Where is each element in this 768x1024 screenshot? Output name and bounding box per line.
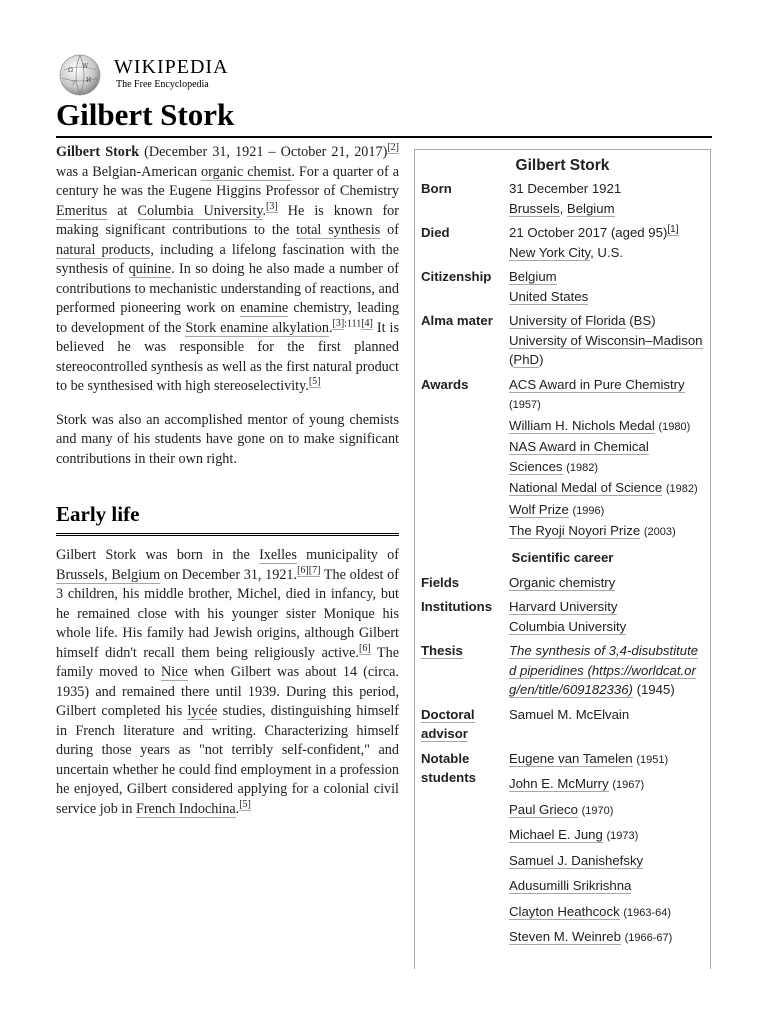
reference-5[interactable]: [5]: [308, 376, 321, 388]
link-student-mcmurry[interactable]: John E. McMurry: [509, 776, 609, 791]
text: .: [328, 319, 333, 336]
student-year: (1970): [581, 804, 614, 817]
link-award-nas[interactable]: NAS Award in Chemical Sciences: [509, 439, 649, 474]
link-columbia-university-infobox[interactable]: Columbia University: [509, 618, 627, 634]
infobox-row-alma-mater: [421, 311, 704, 370]
link-emeritus[interactable]: Emeritus: [56, 202, 108, 219]
link-quinine[interactable]: quinine: [128, 261, 172, 277]
reference-6-7[interactable]: [6][7]: [297, 564, 321, 576]
link-thesis[interactable]: The synthesis of 3,4-disubstituted piperidines (https://worldcat.org/en/title/609182336): [509, 643, 699, 697]
text: The oldest of 3 children, his middle brother, Michel, died in infancy, but he remained close with his younger sister Monique his whole life. His family had Jewish origins, although Gilbert himself didn't recall them being religiously active.: [56, 566, 399, 661]
link-student-danishefsky[interactable]: Samuel J. Danishefsky: [509, 852, 644, 868]
link-belgium[interactable]: Belgium: [566, 200, 615, 216]
link-award-acs[interactable]: ACS Award in Pure Chemistry: [509, 376, 685, 392]
award-year: (1982): [566, 461, 598, 474]
link-award-wolf-prize[interactable]: Wolf Prize: [509, 501, 569, 517]
reference-1[interactable]: [1]: [667, 223, 679, 235]
link-ixelles[interactable]: Ixelles: [259, 547, 297, 563]
infobox-label-notable-students: Notable students: [421, 750, 476, 785]
student-year: (1973): [606, 830, 639, 842]
infobox-value-alma-mater: University of Florida (BS) University of Wisconsin–Madison (PhD): [509, 313, 703, 367]
student-year: (1966-67): [624, 932, 673, 944]
infobox-value-born: [509, 179, 704, 218]
svg-text:ア: ア: [71, 80, 78, 87]
link-university-of-florida[interactable]: University of Florida: [509, 313, 626, 328]
infobox-label-citizenship: Citizenship: [421, 269, 492, 284]
page-title: Gilbert Stork: [56, 96, 712, 138]
infobox-label-doctoral-advisor: Doctoral advisor: [421, 706, 475, 741]
thesis-year: (1945): [632, 682, 675, 697]
infobox-value-fields: [509, 573, 704, 593]
wikipedia-tagline: The Free Encyclopedia: [116, 79, 209, 90]
link-nice[interactable]: Nice: [161, 664, 188, 680]
infobox-label-alma-mater: Alma mater: [421, 313, 493, 328]
link-brussels[interactable]: Brussels: [509, 200, 560, 216]
infobox-row-thesis: [421, 641, 704, 700]
text: Gilbert Stork was born in the: [56, 547, 260, 563]
text: on December 31, 1921.: [160, 566, 298, 583]
wikipedia-wordmark: WIKIPEDIA: [114, 56, 229, 78]
link-student-weinreb[interactable]: Steven M. Weinreb: [509, 929, 621, 944]
link-bs[interactable]: BS: [633, 313, 652, 328]
infobox-value-awards: [509, 375, 704, 543]
link-french-indochina[interactable]: French Indochina: [135, 800, 236, 817]
section-heading-early-life: Early life: [56, 501, 399, 536]
reference-6[interactable]: [6]: [358, 642, 371, 654]
svg-text:И: И: [86, 77, 92, 84]
text: studies, distinguishing himself in French literature and writing. Characterizing himself during those years as "not terribly self-confident," and uncertain whether he could find employment in a profession he enjoyed, Gilbert considered applying for a colonial civil service job in: [56, 703, 399, 817]
text: .: [235, 800, 240, 817]
text: ,: [559, 200, 567, 216]
reference-3[interactable]: [3]: [266, 200, 278, 212]
text: . For a quarter of a century he was the Eugene Higgins Professor of Chemistry: [56, 163, 399, 199]
early-life-paragraph: [56, 546, 399, 819]
text: , including a lifelong fascination with the synthesis of: [56, 241, 399, 277]
link-lycee[interactable]: lycée: [187, 703, 218, 719]
link-student-srikrishna[interactable]: Adusumilli Srikrishna: [509, 878, 632, 893]
intro-paragraph-1: [56, 143, 399, 397]
infobox-title: Gilbert Stork: [515, 157, 610, 174]
text: municipality of: [296, 547, 399, 563]
link-natural-products[interactable]: natural products: [56, 241, 151, 258]
text: , U.S.: [590, 244, 624, 260]
text: when Gilbert was about 14 (circa. 1935) and remained there until 1939. During this period, Gilbert completed his: [56, 664, 399, 719]
infobox-value-citizenship: [509, 267, 704, 306]
link-student-van-tamelen[interactable]: Eugene van Tamelen: [509, 750, 633, 766]
infobox-value-doctoral-advisor: Samuel M. McElvain: [509, 706, 630, 722]
infobox-row-institutions: [421, 597, 704, 636]
text: chemistry, leading to development of the: [56, 300, 399, 336]
text: (December 31, 1921 – October 21, 2017): [139, 144, 388, 160]
text: .: [262, 202, 267, 219]
reference-3-page[interactable]: [3]:111[4]: [332, 317, 373, 329]
infobox-label-died: Died: [421, 225, 450, 240]
award-year: (1982): [665, 483, 698, 495]
infobox-row-doctoral-advisor: [421, 705, 704, 744]
text: of: [380, 222, 399, 238]
link-award-noyori[interactable]: The Ryoji Noyori Prize: [509, 523, 641, 538]
link-belgium-citizenship[interactable]: Belgium: [509, 269, 557, 284]
infobox-label-fields: Fields: [421, 574, 460, 590]
infobox-row-citizenship: [421, 267, 704, 306]
infobox-value-died: [509, 223, 704, 262]
link-student-grieco[interactable]: Paul Grieco: [509, 801, 578, 817]
infobox: [414, 149, 711, 969]
infobox-label-thesis: Thesis: [421, 643, 463, 658]
link-columbia-university[interactable]: Columbia University: [137, 202, 263, 219]
link-brussels-belgium[interactable]: Brussels, Belgium: [56, 566, 161, 583]
reference-5[interactable]: [5]: [239, 798, 251, 810]
award-year: (1957): [509, 399, 541, 411]
text: . In so doing he also made a number of contributions to mechanistic understanding of reactions, and performed pioneering work on: [56, 261, 400, 316]
link-stork-enamine-alkylation[interactable]: Stork enamine alkylation: [185, 319, 329, 336]
link-award-nichols[interactable]: William H. Nichols Medal: [509, 417, 655, 433]
wikipedia-logo[interactable]: [56, 52, 266, 96]
text: It is believed he was responsible for the first planned stereocontrolled synthesis as well as the first natural product to be synthesised with high stereoselectivity.: [56, 319, 399, 394]
link-total-synthesis[interactable]: total synthesis: [296, 222, 381, 238]
text: He is known for making significant contributions to the: [56, 202, 399, 238]
infobox-row-notable-students: [421, 749, 704, 953]
link-organic-chemistry[interactable]: Organic chemistry: [509, 574, 616, 590]
infobox-row-awards: [421, 375, 704, 543]
intro-paragraph-2: Stork was also an accomplished mentor of young chemists and many of his students have gone on to make significant contributions in their own right.: [56, 411, 399, 467]
link-student-heathcock[interactable]: Clayton Heathcock: [509, 903, 620, 919]
award-year: (2003): [643, 526, 676, 538]
infobox-row-died: [421, 223, 704, 262]
link-organic-chemist[interactable]: organic chemist: [201, 163, 292, 180]
student-year: (1951): [636, 753, 669, 766]
infobox-row-fields: [421, 573, 704, 593]
link-new-york-city[interactable]: New York City: [509, 244, 591, 260]
link-harvard-university[interactable]: Harvard University: [509, 599, 618, 614]
award-year: (1980): [658, 420, 691, 433]
infobox-label-awards: Awards: [421, 376, 469, 392]
text: at: [107, 202, 138, 219]
infobox-value-institutions: [509, 597, 704, 636]
student-year: (1963-64): [623, 906, 672, 919]
svg-text:W: W: [82, 63, 89, 70]
wikipedia-globe-icon: [56, 52, 104, 96]
student-year: (1967): [612, 779, 645, 791]
subject-name: Gilbert Stork: [56, 144, 140, 160]
article-body: [56, 143, 399, 833]
text: The family moved to: [56, 644, 399, 680]
text: was a Belgian-American: [56, 163, 202, 180]
infobox-label-born: Born: [421, 181, 452, 196]
infobox-label-institutions: Institutions: [421, 599, 493, 614]
reference-2[interactable]: [2]: [387, 142, 399, 154]
infobox-value-thesis: [509, 641, 704, 700]
link-enamine[interactable]: enamine: [240, 300, 289, 316]
infobox-row-born: [421, 179, 704, 218]
died-date: 21 October 2017 (aged 95): [509, 225, 668, 240]
award-year: (1996): [572, 504, 605, 517]
link-student-jung[interactable]: Michael E. Jung: [509, 827, 603, 842]
born-date: 31 December 1921: [509, 181, 622, 196]
infobox-value-notable-students: [509, 749, 704, 953]
link-university-of-wisconsin-madison[interactable]: University of Wisconsin–Madison: [509, 332, 703, 348]
infobox-section-scientific-career: Scientific career: [511, 549, 614, 565]
svg-text:Ω: Ω: [68, 67, 73, 74]
link-award-national-medal[interactable]: National Medal of Science: [509, 480, 663, 495]
link-phd[interactable]: PhD: [513, 352, 540, 367]
link-united-states[interactable]: United States: [509, 288, 589, 304]
